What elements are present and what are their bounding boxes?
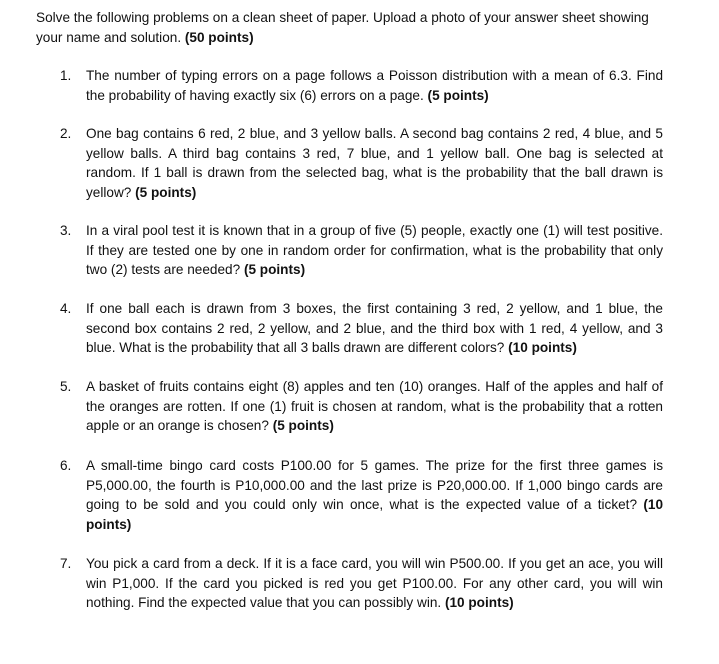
problem-number: 3. (60, 223, 72, 238)
problem-points: (5 points) (243, 262, 306, 277)
problem-number: 1. (60, 68, 72, 83)
problem-text (86, 66, 663, 105)
problem-text (86, 554, 663, 613)
problem-text (86, 377, 663, 436)
instructions-text: Solve the following problems on a clean sheet of paper. Upload a photo of your answer sheet showing your name and solution. (36, 10, 649, 45)
problem-statement: The number of typing errors on a page follows a Poisson distribution with a mean of 6.3. Find the probability of having exactly six (6) errors on a page. (86, 68, 663, 103)
problem-points: (5 points) (272, 418, 334, 433)
problem-statement: You pick a card from a deck. If it is a face card, you will win P500.00. If you get an ace, you will win P1,000. If the card you picked is red you get P100.00. For any other card, you will win nothing. Find the expected value that you can possibly win. (86, 556, 663, 610)
problem-number: 5. (60, 379, 72, 394)
problem-points: (10 points) (86, 497, 664, 532)
total-points: (50 points) (184, 29, 254, 45)
problem-text (86, 456, 663, 534)
problem-text (86, 221, 663, 280)
problem-statement: In a viral pool test it is known that in a group of five (5) people, exactly one (1) will test positive. If they are tested one by one in random order for confirmation, what is the probability that only two (2) tests are needed? (86, 223, 663, 277)
problem-points: (10 points) (444, 595, 514, 610)
problem-number: 7. (60, 556, 72, 571)
problem-points: (5 points) (135, 184, 197, 200)
problem-statement: If one ball each is drawn from 3 boxes, the first containing 3 red, 2 yellow, and 1 blue, the second box contains 2 red, 2 yellow, and 2 blue, and the third box with 1 red, 4 yellow, and 3 blue. What is the probability that all 3 balls drawn are different colors? (86, 301, 663, 355)
problem-number: 6. (60, 458, 72, 473)
problem-text (86, 299, 663, 358)
problem-statement: One bag contains 6 red, 2 blue, and 3 yellow balls. A second bag contains 2 red, 4 blue, and 5 yellow balls. A third bag contains 3 red, 7 blue, and 1 yellow ball. One bag is selected at random. If 1 ball is drawn from the selected bag, what is the probability that the ball drawn is yellow? (86, 126, 663, 200)
problem-text (86, 124, 663, 202)
problem-points: (5 points) (427, 87, 489, 103)
problem-points: (10 points) (508, 340, 577, 355)
problem-number: 2. (60, 126, 72, 141)
problem-number: 4. (60, 301, 72, 316)
problem-statement: A small-time bingo card costs P100.00 for 5 games. The prize for the first three games is P5,000.00, the fourth is P10,000.00 and the last prize is P20,000.00. If 1,000 bingo cards are going to be sold and you could only win once, what is the expected value of a ticket? (86, 458, 663, 512)
problem-statement: A basket of fruits contains eight (8) apples and ten (10) oranges. Half of the apples and half of the oranges are rotten. If one (1) fruit is chosen at random, what is the probability that a rotten apple or an orange is chosen? (86, 379, 663, 433)
